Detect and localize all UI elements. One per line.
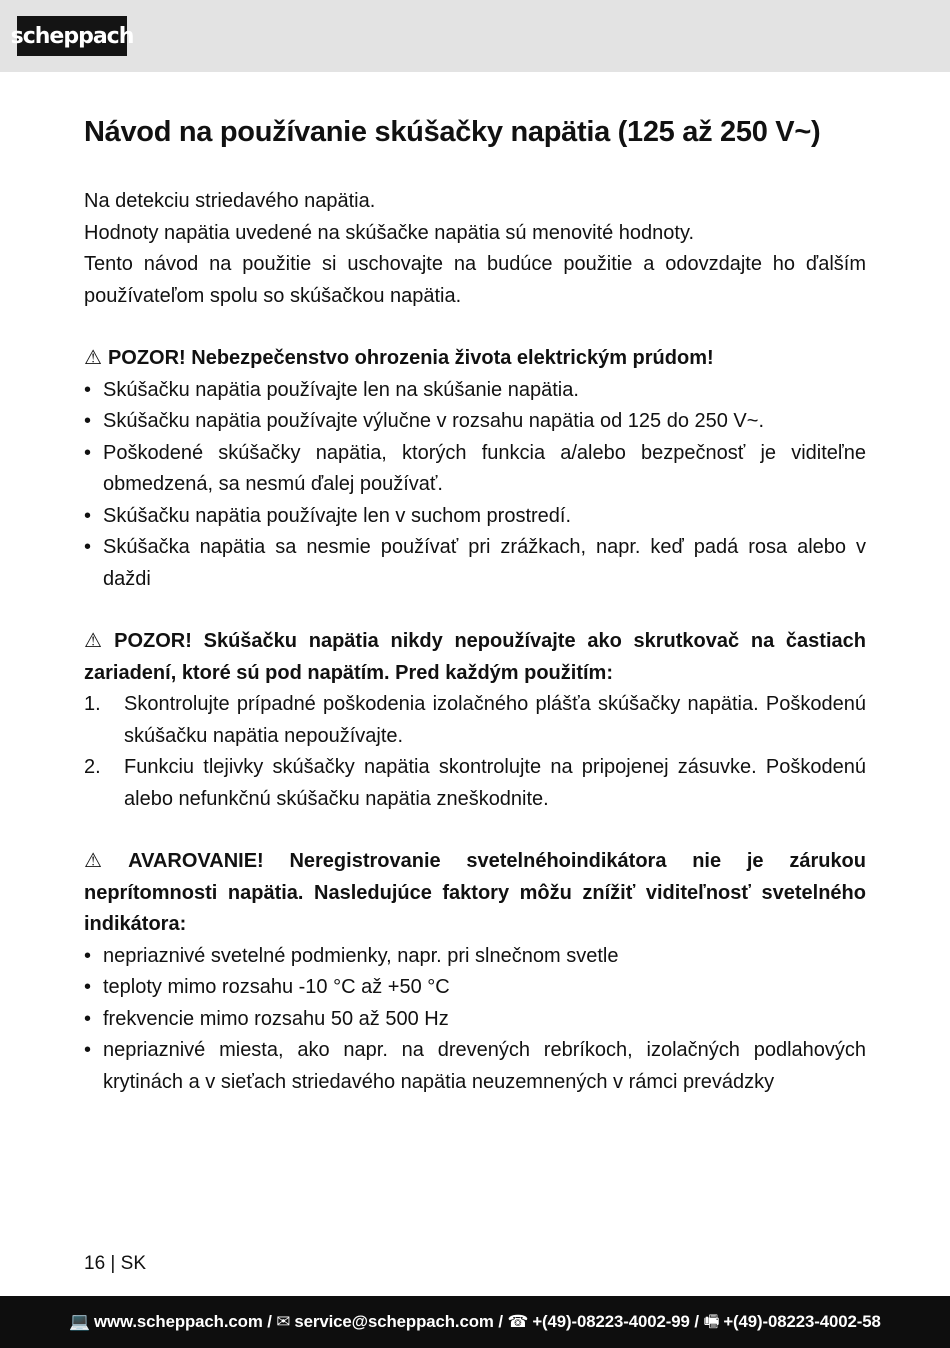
list-item: • Skúšačku napätia používajte len v suchom prostredí. <box>84 501 866 533</box>
warning-triangle-icon: ⚠ <box>84 630 109 652</box>
step-text: Funkciu tlejivky skúšačky napätia skontrolujte na pripojenej zásuvke. Poškodenú alebo nefunkčnú skúšačku napätia zneškodnite. <box>124 756 866 810</box>
list-item: • Skúšačku napätia používajte výlučne v rozsahu napätia od 125 do 250 V~. <box>84 406 866 438</box>
phone-number: +(49)-08223-4002-99 <box>532 1312 690 1331</box>
computer-icon: 💻 <box>69 1312 91 1331</box>
warning-list <box>84 375 866 596</box>
website-link[interactable]: www.scheppach.com <box>94 1312 263 1331</box>
list-item: • frekvencie mimo rozsahu 50 až 500 Hz <box>84 1004 866 1036</box>
phone-icon: ☎ <box>507 1312 529 1331</box>
email-link[interactable]: service@scheppach.com <box>294 1312 494 1331</box>
page-title: Návod na používanie skúšačky napätia (125 až 250 V~) <box>84 116 821 148</box>
header-band <box>0 0 950 72</box>
fax-icon: 🖷 <box>703 1312 720 1331</box>
intro-line: Na detekciu striedavého napätia. <box>84 190 376 212</box>
footer-bar: 💻 www.scheppach.com / ✉ service@scheppach.com / ☎ +(49)-08223-4002-99 / 🖷 +(49)-08223-4002-58 <box>0 1296 950 1348</box>
page-content <box>84 112 866 1129</box>
mail-icon: ✉ <box>276 1312 291 1331</box>
list-item: • nepriaznivé svetelné podmienky, napr. pri slnečnom svetle <box>84 941 866 973</box>
step-number: 1. <box>84 693 101 715</box>
list-item: • Skúšačka napätia sa nesmie používať pri zrážkach, napr. keď padá rosa alebo v daždi <box>84 532 866 595</box>
list-item: • Poškodené skúšačky napätia, ktorých funkcia a/alebo bezpečnosť je viditeľne obmedzená, sa nesmú ďalej používať. <box>84 438 866 501</box>
warning-heading: ⚠ AVAROVANIE! Neregistrovanie svetelnéhoindikátora nie je zárukou neprítomnosti napätia. Nasledujúce faktory môžu znížiť viditeľnosť svetelného indikátora: <box>84 850 866 935</box>
warning-section-3 <box>84 846 866 1098</box>
intro-line: Tento návod na použitie si uschovajte na budúce použitie a odovzdajte ho ďalším používateľom spolu so skúšačkou napätia. <box>84 253 866 307</box>
warning-heading: ⚠ POZOR! Nebezpečenstvo ohrozenia života elektrickým prúdom! <box>84 347 714 369</box>
list-item: • Skúšačku napätia používajte len na skúšanie napätia. <box>84 375 866 407</box>
warning-section-1 <box>84 343 866 595</box>
list-item: • teploty mimo rozsahu -10 °C až +50 °C <box>84 972 866 1004</box>
page-number: 16 | SK <box>84 1253 146 1274</box>
list-item: • nepriaznivé miesta, ako napr. na drevených rebríkoch, izolačných podlahových krytinách a v sieťach striedavého napätia neuzemnených v rámci prevádzky <box>84 1035 866 1098</box>
warning-list <box>84 941 866 1099</box>
intro-line: Hodnoty napätia uvedené na skúšačke napätia sú menovité hodnoty. <box>84 221 695 244</box>
steps-list <box>84 689 866 815</box>
warning-triangle-icon: ⚠ <box>84 850 123 872</box>
step-number: 2. <box>84 756 101 778</box>
fax-number: +(49)-08223-4002-58 <box>723 1312 881 1331</box>
list-item <box>84 689 866 752</box>
intro-section <box>84 186 866 312</box>
warning-section-2 <box>84 626 866 815</box>
warning-heading: ⚠ POZOR! Skúšačku napätia nikdy nepoužívajte ako skrutkovač na častiach zariadení, ktoré sú pod napätím. Pred každým použitím: <box>84 630 866 684</box>
scheppach-logo: scheppach <box>17 16 127 56</box>
warning-triangle-icon: ⚠ <box>84 347 102 369</box>
step-text: Skontrolujte prípadné poškodenia izolačného plášťa skúšačky napätia. Poškodenú skúšačku napätia nepoužívajte. <box>124 693 866 747</box>
list-item <box>84 752 866 815</box>
